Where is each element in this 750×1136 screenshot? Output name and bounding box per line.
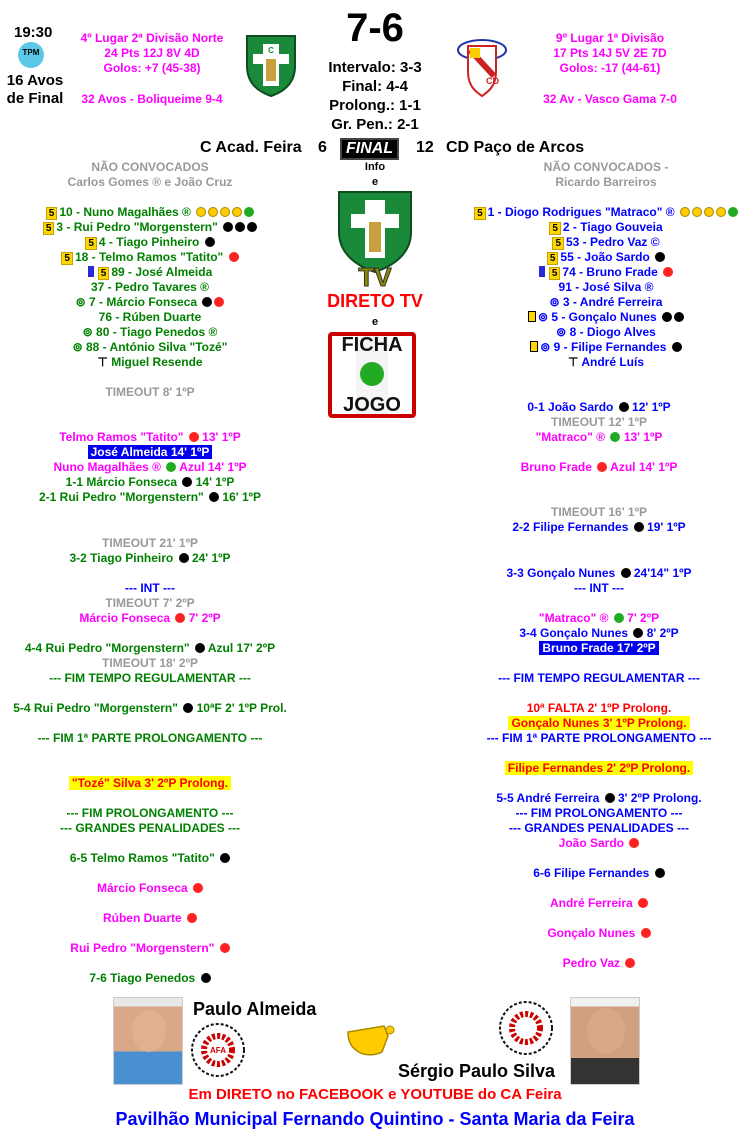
away-goals: Golos: -17 (44-61) <box>559 61 661 75</box>
goal-icon <box>633 628 643 638</box>
event-time: 13' 1ºP <box>198 430 241 444</box>
home-crest-icon <box>245 32 297 98</box>
home-player-name: 4 - Tiago Pinheiro <box>98 235 200 249</box>
home-player-name: 3 - Rui Pedro "Morgenstern" <box>56 220 218 234</box>
sub-badge: 5 <box>547 252 559 265</box>
away-info <box>510 31 710 76</box>
away-event <box>455 791 743 806</box>
goal-icon <box>621 568 631 578</box>
info-label: Info <box>364 161 386 173</box>
home-event <box>0 460 300 475</box>
away-crest-icon <box>456 36 508 98</box>
event-time: 13' 1ºP <box>620 430 663 444</box>
gk-icon: ⊚ <box>537 310 552 324</box>
goal-icon <box>634 522 644 532</box>
away-event <box>455 566 743 581</box>
event-time: 3' 2ºP Prolong. <box>614 791 702 805</box>
red-card-icon <box>189 432 199 442</box>
goal-icon <box>235 222 245 232</box>
event-player: 0-1 João Sardo <box>527 400 614 414</box>
event-player: Bruno Frade <box>520 460 592 474</box>
ficha-figure-icon <box>360 362 384 386</box>
event-player: Gonçalo Nunes <box>547 926 636 940</box>
event-player: André Ferreira <box>549 896 633 910</box>
referee-2-photo <box>570 997 640 1085</box>
jogo-text: JOGO <box>343 394 401 416</box>
home-team-name: C Acad. Feira <box>200 139 302 156</box>
away-event <box>455 626 743 641</box>
home-event: TIMEOUT 8' 1ºP <box>105 385 195 399</box>
away-not-called: Ricardo Barreiros <box>555 175 657 189</box>
event-player: Rúben Duarte <box>102 911 182 925</box>
penalty-missed-icon <box>187 913 197 923</box>
home-event <box>0 551 300 566</box>
event-player: Márcio Fonseca <box>96 881 188 895</box>
away-event <box>455 430 743 445</box>
home-player-name: 37 - Pedro Tavares ® <box>90 280 209 294</box>
card-icon <box>232 207 242 217</box>
home-event <box>0 776 300 791</box>
home-event: TIMEOUT 21' 1ºP <box>102 536 198 550</box>
home-event <box>0 881 300 896</box>
blue-card-icon <box>195 643 205 653</box>
away-team-name: CD Paço de Arcos <box>446 139 585 156</box>
away-event <box>455 926 743 941</box>
away-event: --- GRANDES PENALIDADES --- <box>509 821 689 835</box>
card-icon <box>196 207 206 217</box>
away-crest-letters: CD <box>486 76 499 86</box>
away-event <box>455 956 743 971</box>
halftime-score: Intervalo: 3-3 <box>328 59 422 76</box>
home-not-called: Carlos Gomes ® e João Cruz <box>67 175 233 189</box>
away-event: TIMEOUT 16' 1ºP <box>551 505 647 519</box>
red-card-icon <box>214 297 224 307</box>
event-player: 3-4 Gonçalo Nunes <box>519 626 629 640</box>
yellow-card-event: Filipe Fernandes 2' 2ºP Prolong. <box>505 761 693 775</box>
home-player-row <box>0 310 300 325</box>
direto-tv-link[interactable]: DIRETO TV <box>327 291 423 311</box>
home-event: TIMEOUT 7' 2ºP <box>105 596 195 610</box>
sub-badge: 5 <box>474 207 486 220</box>
away-player-name: André Luís <box>581 355 644 369</box>
home-player-row <box>0 295 300 310</box>
away-event <box>455 866 743 881</box>
event-player: "Matraco" ® <box>535 430 606 444</box>
away-event: --- INT --- <box>574 581 624 595</box>
goal-icon <box>182 477 192 487</box>
event-time: 12' 1ºP <box>628 400 671 414</box>
card-icon <box>692 207 702 217</box>
sub-badge: 5 <box>43 222 55 235</box>
tpm-logo <box>18 42 44 68</box>
sub-badge: 5 <box>549 222 561 235</box>
info-and: e <box>371 176 379 188</box>
blue-card-marker <box>88 266 94 277</box>
event-player: 1-1 Márcio Fonseca <box>65 475 178 489</box>
away-player-row <box>462 250 750 265</box>
away-not-called-title: NÃO CONVOCADOS - <box>543 160 669 174</box>
association-logo-text: AFA <box>210 1046 226 1055</box>
live-broadcast-link[interactable]: Em DIRETO no FACEBOOK e YOUTUBE do CA Feira <box>188 1086 562 1103</box>
home-fouls: 6 <box>318 139 327 156</box>
away-player-name: 1 - Diogo Rodrigues "Matraco" ® <box>487 205 675 219</box>
penalty-missed-icon <box>220 943 230 953</box>
away-player-row <box>462 295 750 310</box>
event-time: 24' 1ºP <box>188 551 231 565</box>
home-event: TIMEOUT 18' 2ºP <box>102 656 198 670</box>
home-player-row <box>0 325 300 340</box>
goal-icon <box>662 312 672 322</box>
card-icon <box>208 207 218 217</box>
final-badge: FINAL <box>340 138 399 160</box>
match-score: 7-6 <box>346 6 404 50</box>
round-label <box>0 72 70 108</box>
home-not-called-title: NÃO CONVOCADOS <box>91 160 209 174</box>
event-player: 7-6 Tiago Penedos <box>89 971 196 985</box>
red-card-icon <box>175 613 185 623</box>
away-stats: 17 Pts 14J 5V 2E 7D <box>553 46 667 60</box>
goal-icon <box>605 793 615 803</box>
penalty-scored-icon <box>655 868 665 878</box>
home-event <box>0 611 300 626</box>
gk-icon: ⊚ <box>72 340 86 354</box>
home-player-row <box>0 220 300 235</box>
away-event <box>455 896 743 911</box>
event-player: 6-6 Filipe Fernandes <box>533 866 650 880</box>
yellow-card-event: "Tozé" Silva 3' 2ºP Prolong. <box>69 776 231 790</box>
home-event: --- GRANDES PENALIDADES --- <box>60 821 240 835</box>
coach-icon: ⊤ <box>567 355 582 369</box>
home-player-row <box>0 340 300 355</box>
red-card-icon <box>229 252 239 262</box>
event-player: Márcio Fonseca <box>79 611 171 625</box>
sub-badge: 5 <box>61 252 73 265</box>
goal-icon <box>655 252 665 262</box>
referee-1-photo <box>113 997 183 1085</box>
away-event <box>455 460 743 475</box>
extratime-score: Prolong.: 1-1 <box>329 97 421 114</box>
penalty-missed-icon <box>641 928 651 938</box>
card-icon <box>716 207 726 217</box>
event-time: Azul 17' 2ºP <box>204 641 276 655</box>
home-player-row <box>0 265 300 280</box>
away-player-row <box>462 355 750 370</box>
card-icon <box>680 207 690 217</box>
sub-badge: 5 <box>98 267 110 280</box>
event-time: 24'14" 1ºP <box>630 566 692 580</box>
caf-tv-logo-icon <box>325 188 425 288</box>
green-card-icon <box>614 613 624 623</box>
event-time: 8' 2ºP <box>643 626 679 640</box>
event-time: 19' 1ºP <box>643 520 686 534</box>
away-event: --- FIM 1ª PARTE PROLONGAMENTO --- <box>486 731 712 745</box>
event-player: Nuno Magalhães ® <box>53 460 162 474</box>
home-player-name: 10 - Nuno Magalhães ® <box>59 205 191 219</box>
away-player-row <box>462 265 750 280</box>
sub-badge: 5 <box>552 237 564 250</box>
and-label: e <box>371 316 379 328</box>
red-card-icon <box>597 462 607 472</box>
home-player-name: 7 - Márcio Fonseca <box>89 295 198 309</box>
event-player: 5-4 Rui Pedro "Morgenstern" <box>13 701 178 715</box>
goal-icon <box>247 222 257 232</box>
home-player-row <box>0 250 300 265</box>
home-event <box>0 971 300 986</box>
home-player-name: 89 - José Almeida <box>111 265 213 279</box>
sub-badge: 5 <box>85 237 97 250</box>
away-event: TIMEOUT 12' 1ºP <box>551 415 647 429</box>
away-player-row <box>462 310 750 325</box>
event-player: 6-5 Telmo Ramos "Tatito" <box>69 851 215 865</box>
foul-icon <box>183 703 193 713</box>
referee-1-head-icon <box>132 1010 166 1052</box>
event-time: Azul 14' 1ºP <box>607 460 678 474</box>
home-prev-result: 32 Avos - Boliqueime 9-4 <box>81 92 223 106</box>
goal-icon <box>205 237 215 247</box>
fulltime-score: Final: 4-4 <box>342 78 408 95</box>
goal-icon <box>179 553 189 563</box>
event-time: 10ªF 2' 1ºP Prol. <box>193 701 287 715</box>
penalty-missed-icon <box>638 898 648 908</box>
home-player-name: Miguel Resende <box>111 355 203 369</box>
venue: Pavilhão Municipal Fernando Quintino - Santa Maria da Feira <box>115 1109 635 1129</box>
gk-icon: ⊚ <box>75 295 89 309</box>
yellow-card-marker <box>530 341 538 352</box>
round-line-1: 16 Avos <box>6 72 64 89</box>
score-breakdown <box>300 58 450 134</box>
away-player-name: 55 - João Sardo <box>560 250 650 264</box>
away-player-row <box>462 340 750 355</box>
goal-icon <box>209 492 219 502</box>
event-time: 14' 1ºP <box>192 475 235 489</box>
home-player-row <box>0 235 300 250</box>
home-event <box>0 701 300 716</box>
away-event <box>455 400 743 415</box>
home-player-name: 88 - António Silva "Tozé" <box>85 340 228 354</box>
home-player-row <box>0 280 300 295</box>
event-player: 5-5 André Ferreira <box>496 791 600 805</box>
away-player-row <box>462 205 750 220</box>
team-row <box>0 138 750 160</box>
event-player: 3-2 Tiago Pinheiro <box>69 551 174 565</box>
red-card-icon <box>663 267 673 277</box>
home-rank: 4º Lugar 2ª Divisão Norte <box>80 31 224 45</box>
away-event <box>455 836 743 851</box>
blue-card-marker <box>539 266 545 277</box>
ficha-text: FICHA <box>341 334 403 356</box>
event-player: Telmo Ramos "Tatito" <box>59 430 184 444</box>
home-crest-letter-c: C <box>268 46 274 55</box>
away-player-row <box>462 280 750 295</box>
referee-2-name: Sérgio Paulo Silva <box>398 1061 556 1081</box>
home-event <box>0 851 300 866</box>
home-event <box>0 911 300 926</box>
association-logo-icon <box>190 1022 246 1078</box>
away-player-name: 91 - José Silva ® <box>558 280 654 294</box>
sub-badge: 5 <box>549 267 561 280</box>
referee-1-name: Paulo Almeida <box>193 999 317 1019</box>
home-event <box>0 475 300 490</box>
goal-icon <box>619 402 629 412</box>
event-player: 4-4 Rui Pedro "Morgenstern" <box>24 641 190 655</box>
event-player: Rui Pedro "Morgenstern" <box>70 941 215 955</box>
coach-icon: ⊤ <box>97 355 112 369</box>
tv-text: TV <box>358 262 392 288</box>
ficha-jogo-logo[interactable] <box>322 332 422 418</box>
yellow-card-event: Gonçalo Nunes 3' 1ºP Prolong. <box>508 716 689 730</box>
event-player: 2-2 Filipe Fernandes <box>512 520 629 534</box>
home-event: --- INT --- <box>125 581 175 595</box>
penalty-missed-icon <box>193 883 203 893</box>
away-event: --- FIM TEMPO REGULAMENTAR --- <box>498 671 700 685</box>
event-time: Azul 14' 1ºP <box>176 460 247 474</box>
away-rank: 9º Lugar 1ª Divisão <box>555 31 665 45</box>
away-event: 10ª FALTA 2' 1ºP Prolong. <box>526 701 672 715</box>
final-badge-wrap <box>340 138 399 160</box>
home-event <box>0 641 300 656</box>
green-card-icon <box>610 432 620 442</box>
penalty-missed-icon <box>625 958 635 968</box>
home-event <box>0 490 300 505</box>
blue-card-event: Bruno Frade 17' 2ºP <box>539 641 658 655</box>
home-event: --- FIM 1ª PARTE PROLONGAMENTO --- <box>37 731 263 745</box>
event-player: Pedro Vaz <box>562 956 620 970</box>
away-event <box>455 520 743 535</box>
event-time: 16' 1ºP <box>219 490 262 504</box>
event-time: 7' 2ºP <box>185 611 221 625</box>
gk-icon: ⊚ <box>540 340 554 354</box>
tpm-logo-text: TPM <box>22 48 40 57</box>
gk-icon: ⊚ <box>82 325 97 339</box>
away-event <box>455 611 743 626</box>
home-event <box>0 941 300 956</box>
away-player-name: 8 - Diogo Alves <box>569 325 656 339</box>
away-player-row <box>462 220 750 235</box>
event-player: João Sardo <box>558 836 624 850</box>
referee-2-head-icon <box>587 1008 625 1054</box>
home-player-name: 80 - Tiago Penedos ® <box>96 325 218 339</box>
away-player-name: 74 - Bruno Frade <box>562 265 658 279</box>
green-card-icon <box>244 207 254 217</box>
home-event <box>0 430 300 445</box>
gk-icon: ⊚ <box>556 325 570 339</box>
green-card-icon <box>728 207 738 217</box>
goal-icon <box>672 342 682 352</box>
home-player-row <box>0 355 300 370</box>
away-player-name: 9 - Filipe Fernandes <box>553 340 667 354</box>
whistle-icon <box>344 1022 400 1058</box>
home-event: --- FIM PROLONGAMENTO --- <box>66 806 234 820</box>
kickoff-time: 19:30 <box>14 24 53 41</box>
away-event: --- FIM PROLONGAMENTO --- <box>515 806 683 820</box>
away-fouls: 12 <box>416 139 434 156</box>
card-icon <box>704 207 714 217</box>
away-player-name: 53 - Pedro Vaz © <box>566 235 660 249</box>
home-goals: Golos: +7 (45-38) <box>103 61 201 75</box>
away-player-name: 3 - André Ferreira <box>562 295 663 309</box>
away-event <box>455 761 743 776</box>
sub-badge: 5 <box>46 207 58 220</box>
home-stats: 24 Pts 12J 8V 4D <box>104 46 200 60</box>
event-player: 3-3 Gonçalo Nunes <box>506 566 616 580</box>
goal-icon <box>223 222 233 232</box>
away-player-name: 5 - Gonçalo Nunes <box>551 310 657 324</box>
home-player-name: 76 - Rúben Duarte <box>98 310 202 324</box>
yellow-card-marker <box>528 311 536 322</box>
penalties-score: Gr. Pen.: 2-1 <box>331 116 419 133</box>
round-line-2: de Final <box>6 90 64 107</box>
association-logo-icon-2 <box>498 1000 554 1056</box>
green-card-icon <box>166 462 176 472</box>
away-player-row <box>462 235 750 250</box>
penalty-scored-icon <box>201 973 211 983</box>
event-time: 7' 2ºP <box>623 611 660 625</box>
event-player: "Matraco" ® <box>538 611 609 625</box>
away-event <box>455 716 743 731</box>
home-event <box>0 445 300 460</box>
home-player-name: 18 - Telmo Ramos "Tatito" <box>74 250 224 264</box>
away-event <box>455 641 743 656</box>
blue-card-event: José Almeida 14' 1ºP <box>88 445 213 459</box>
goal-icon <box>674 312 684 322</box>
goal-icon <box>202 297 212 307</box>
home-player-row <box>0 205 300 220</box>
penalty-missed-icon <box>629 838 639 848</box>
gk-icon: ⊚ <box>549 295 563 309</box>
away-prev-result: 32 Av - Vasco Gama 7-0 <box>543 92 677 106</box>
away-player-row <box>462 325 750 340</box>
home-info <box>62 31 242 76</box>
home-event: --- FIM TEMPO REGULAMENTAR --- <box>49 671 251 685</box>
card-icon <box>220 207 230 217</box>
away-player-name: 2 - Tiago Gouveia <box>562 220 663 234</box>
event-player: 2-1 Rui Pedro "Morgenstern" <box>38 490 204 504</box>
penalty-scored-icon <box>220 853 230 863</box>
